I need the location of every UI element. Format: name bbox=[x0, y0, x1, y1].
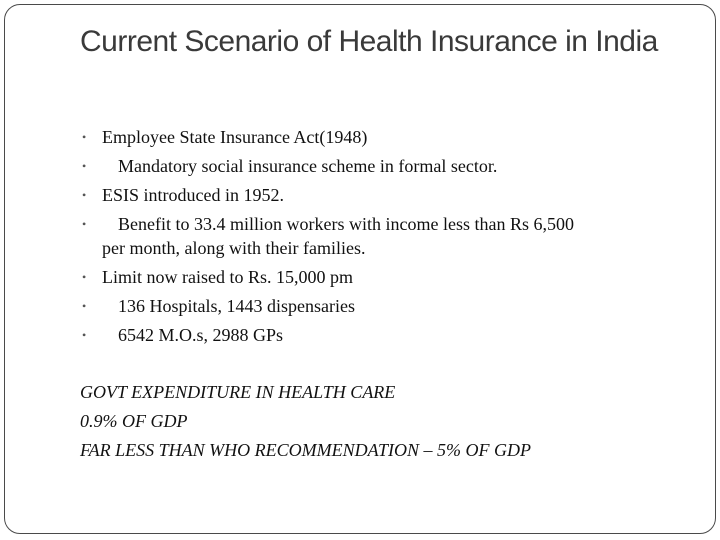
bullet-text: Benefit to 33.4 million workers with income less than Rs 6,500 bbox=[118, 214, 574, 234]
bullet-text: 6542 M.O.s, 2988 GPs bbox=[118, 325, 284, 345]
bullet-item bbox=[80, 154, 680, 178]
bullet-item bbox=[80, 294, 680, 318]
bullet-item bbox=[80, 323, 680, 347]
bullet-item bbox=[80, 183, 680, 207]
expenditure-line: FAR LESS THAN WHO RECOMMENDATION – 5% OF GDP bbox=[80, 440, 531, 460]
bullet-text: ESIS introduced in 1952. bbox=[102, 185, 284, 205]
bullet-list bbox=[80, 125, 680, 352]
bullet-continuation: per month, along with their families. bbox=[102, 238, 366, 258]
expenditure-line: GOVT EXPENDITURE IN HEALTH CARE bbox=[80, 382, 396, 402]
bullet-item bbox=[80, 125, 680, 149]
expenditure-note bbox=[80, 378, 700, 465]
bullet-icon: • bbox=[82, 130, 87, 144]
bullet-icon: • bbox=[82, 270, 87, 284]
bullet-icon: • bbox=[82, 328, 87, 342]
slide-title: Current Scenario of Health Insurance in India bbox=[80, 25, 658, 58]
bullet-icon: • bbox=[82, 159, 87, 173]
bullet-item bbox=[80, 265, 680, 289]
expenditure-line: 0.9% OF GDP bbox=[80, 411, 188, 431]
bullet-icon: • bbox=[82, 217, 87, 231]
bullet-text: 136 Hospitals, 1443 dispensaries bbox=[118, 296, 355, 316]
bullet-text: Employee State Insurance Act(1948) bbox=[102, 127, 368, 147]
bullet-icon: • bbox=[82, 299, 87, 313]
bullet-icon: • bbox=[82, 188, 87, 202]
bullet-text: Mandatory social insurance scheme in formal sector. bbox=[118, 156, 498, 176]
bullet-item bbox=[80, 212, 680, 260]
bullet-text: Limit now raised to Rs. 15,000 pm bbox=[102, 267, 353, 287]
